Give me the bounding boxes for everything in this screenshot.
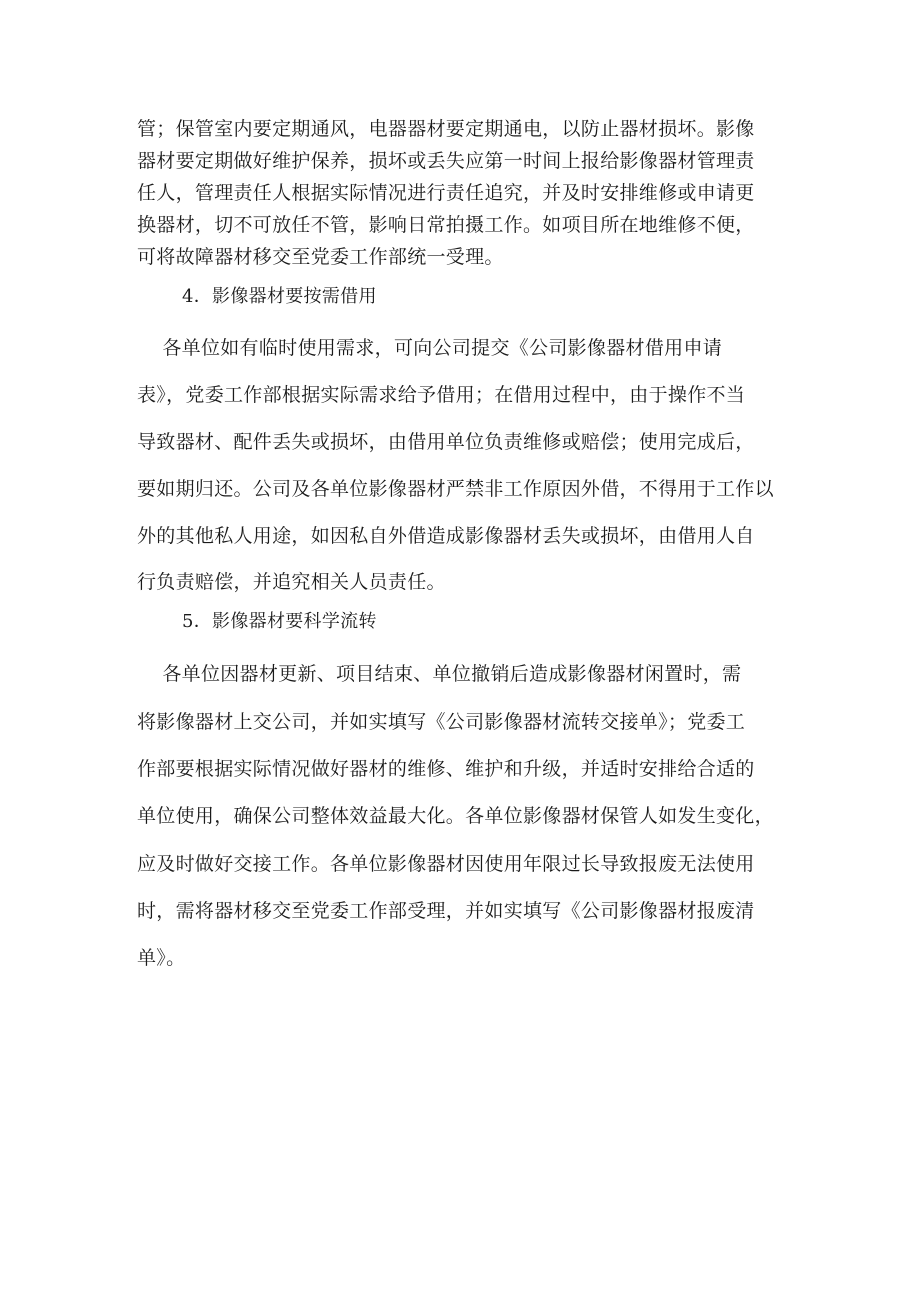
- paragraph-line: 任人，管理责任人根据实际情况进行责任追究，并及时安排维修或申请更: [137, 182, 755, 204]
- paragraph-line: 行负责赔偿，并追究相关人员责任。: [137, 571, 446, 593]
- paragraph-line: 单》。: [137, 947, 186, 969]
- paragraph-line: 时，需将器材移交至党委工作部受理，并如实填写《公司影像器材报废清: [137, 900, 755, 922]
- paragraph-line: 应及时做好交接工作。各单位影像器材因使用年限过长导致报废无法使用: [137, 853, 755, 875]
- paragraph-line: 单位使用，确保公司整体效益最大化。各单位影像器材保管人如发生变化，: [137, 805, 774, 827]
- paragraph-line: 器材要定期做好维护保养，损坏或丢失应第一时间上报给影像器材管理责: [137, 150, 755, 172]
- paragraph-line: 管；保管室内要定期通风，电器器材要定期通电，以防止器材损坏。影像: [137, 118, 755, 140]
- section-heading-5: 5．影像器材要科学流转: [182, 611, 377, 632]
- paragraph-line: 各单位如有临时使用需求，可向公司提交《公司影像器材借用申请: [137, 337, 723, 359]
- section-heading-4: 4．影像器材要按需借用: [182, 286, 377, 307]
- paragraph-line: 表》，党委工作部根据实际需求给予借用；在借用过程中，由于操作不当: [137, 384, 746, 406]
- paragraph-line: 要如期归还。公司及各单位影像器材严禁非工作原因外借，不得用于工作以: [137, 478, 774, 500]
- paragraph-line: 将影像器材上交公司，并如实填写《公司影像器材流转交接单》；党委工: [137, 711, 746, 733]
- paragraph-line: 外的其他私人用途，如因私自外借造成影像器材丢失或损坏，由借用人自: [137, 525, 755, 547]
- paragraph-line: 各单位因器材更新、项目结束、单位撤销后造成影像器材闲置时，需: [137, 663, 742, 685]
- paragraph-line: 作部要根据实际情况做好器材的维修、维护和升级，并适时安排给合适的: [137, 758, 755, 780]
- paragraph-line: 可将故障器材移交至党委工作部统一受理。: [137, 246, 504, 268]
- paragraph-line: 导致器材、配件丢失或损坏，由借用单位负责维修或赔偿；使用完成后，: [137, 431, 755, 453]
- paragraph-line: 换器材，切不可放任不管，影响日常拍摄工作。如项目所在地维修不便，: [137, 214, 755, 236]
